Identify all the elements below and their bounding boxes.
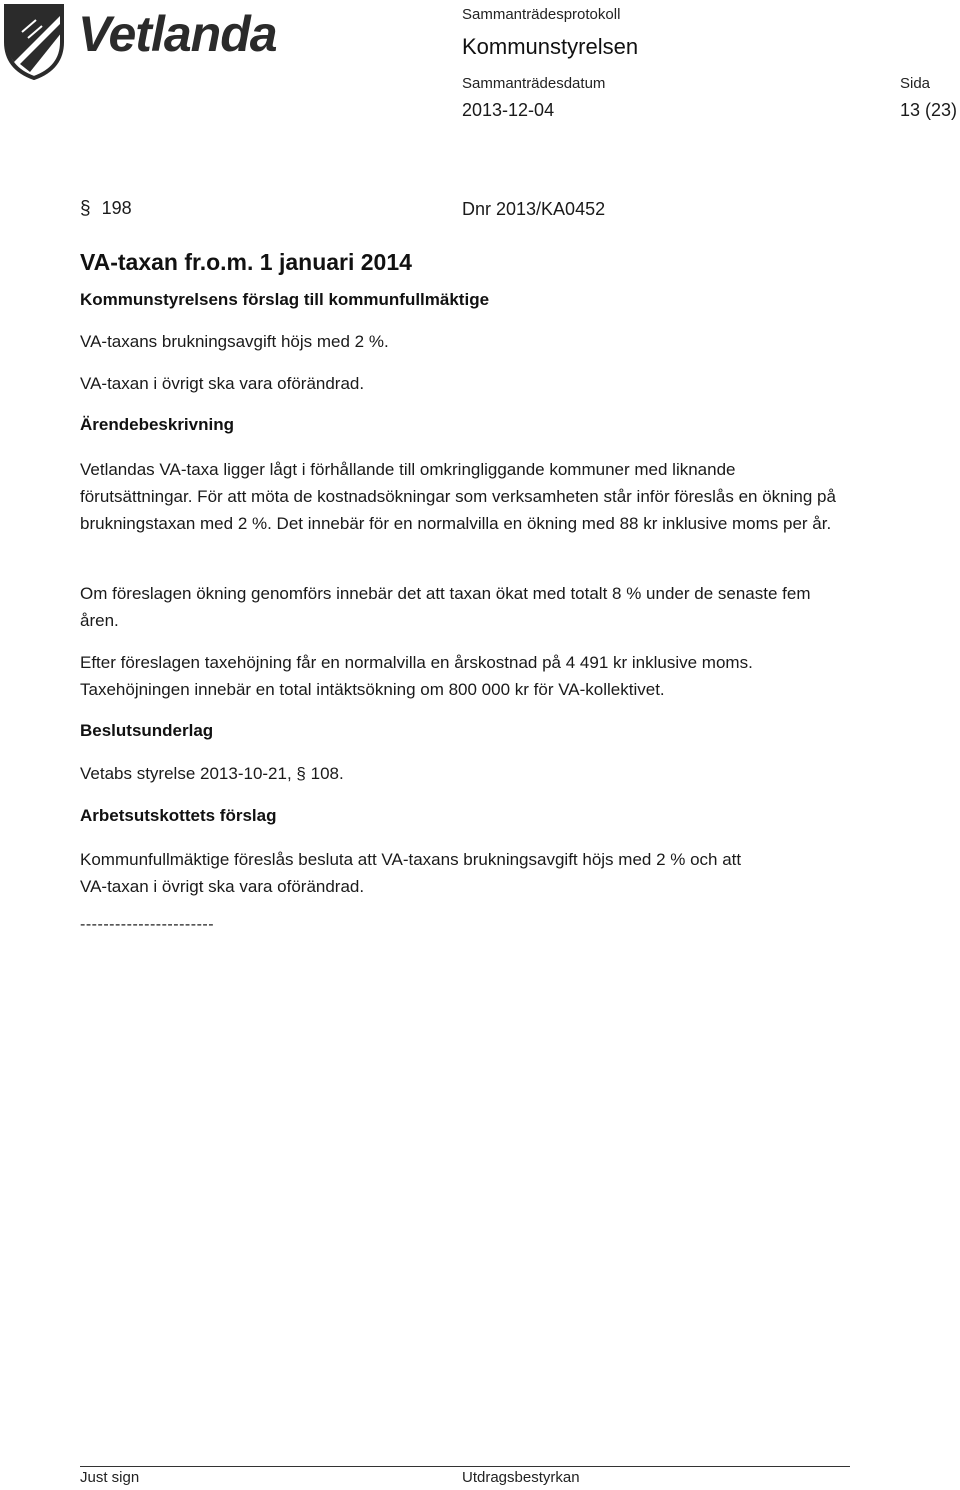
vetlanda-logo [2,2,292,82]
body-name: Kommunstyrelsen [462,34,639,59]
committee-text: Kommunfullmäktige föreslås besluta att VA-taxans brukningsavgift höjs med 2 % och att VA-taxan i övrigt ska vara oförändrad. [80,850,742,896]
basis-section-symbol: § [296,764,306,783]
description-paragraph-1: Vetlandas VA-taxa ligger lågt i förhållande till omkringliggande kommuner med liknande förutsättningar. För att möta de kostnadsökningar som verksamheten står inför föreslås en ökning på brukningstaxan med 2 %. Det innebär för en normalvilla en ökning med 88 kr inklusive moms per år. [80,460,836,533]
footer-divider [80,1466,850,1467]
description-paragraph-3: Efter föreslagen taxehöjning får en normalvilla en årskostnad på 4 491 kr inklusive moms. Taxehöjningen innebär en total intäktsökning om 800 000 kr för VA-kollektivet. [80,653,753,699]
description-heading: Ärendebeskrivning [80,415,234,434]
dnr: Dnr 2013/KA0452 [462,199,606,219]
description-paragraph-2: Om föreslagen ökning genomförs innebär det att taxan ökat med totalt 8 % under de senaste fem åren. [80,584,811,630]
basis-text-before: Vetabs styrelse 2013-10-21, [80,764,292,783]
committee-heading: Arbetsutskottets förslag [80,806,277,825]
proposal-line-1: VA-taxans brukningsavgift höjs med 2 %. [80,332,389,351]
basis-heading: Beslutsunderlag [80,721,214,740]
proposal-heading: Kommunstyrelsens förslag till kommunfullmäktige [80,290,490,309]
date-label: Sammanträdesdatum [462,75,606,92]
extract-label: Utdragsbestyrkan [462,1469,580,1486]
coat-of-arms-icon [2,2,66,80]
page-number: 13 (23) [900,100,958,120]
page-label: Sida [900,75,931,92]
case-title: VA-taxan fr.o.m. 1 januari 2014 [80,249,412,275]
section-number-value: 198 [101,198,132,218]
protocol-label: Sammanträdesprotokoll [462,6,621,23]
separator: ----------------------- [80,916,215,933]
basis-text [80,760,850,787]
basis-text-after: 108. [310,764,344,783]
sign-label: Just sign [80,1469,140,1486]
proposal-line-2: VA-taxan i övrigt ska vara oförändrad. [80,374,365,393]
section-number [80,198,132,220]
section-symbol: § [80,198,91,219]
logo-wordmark: Vetlanda [78,6,277,62]
meeting-date: 2013-12-04 [462,100,555,120]
